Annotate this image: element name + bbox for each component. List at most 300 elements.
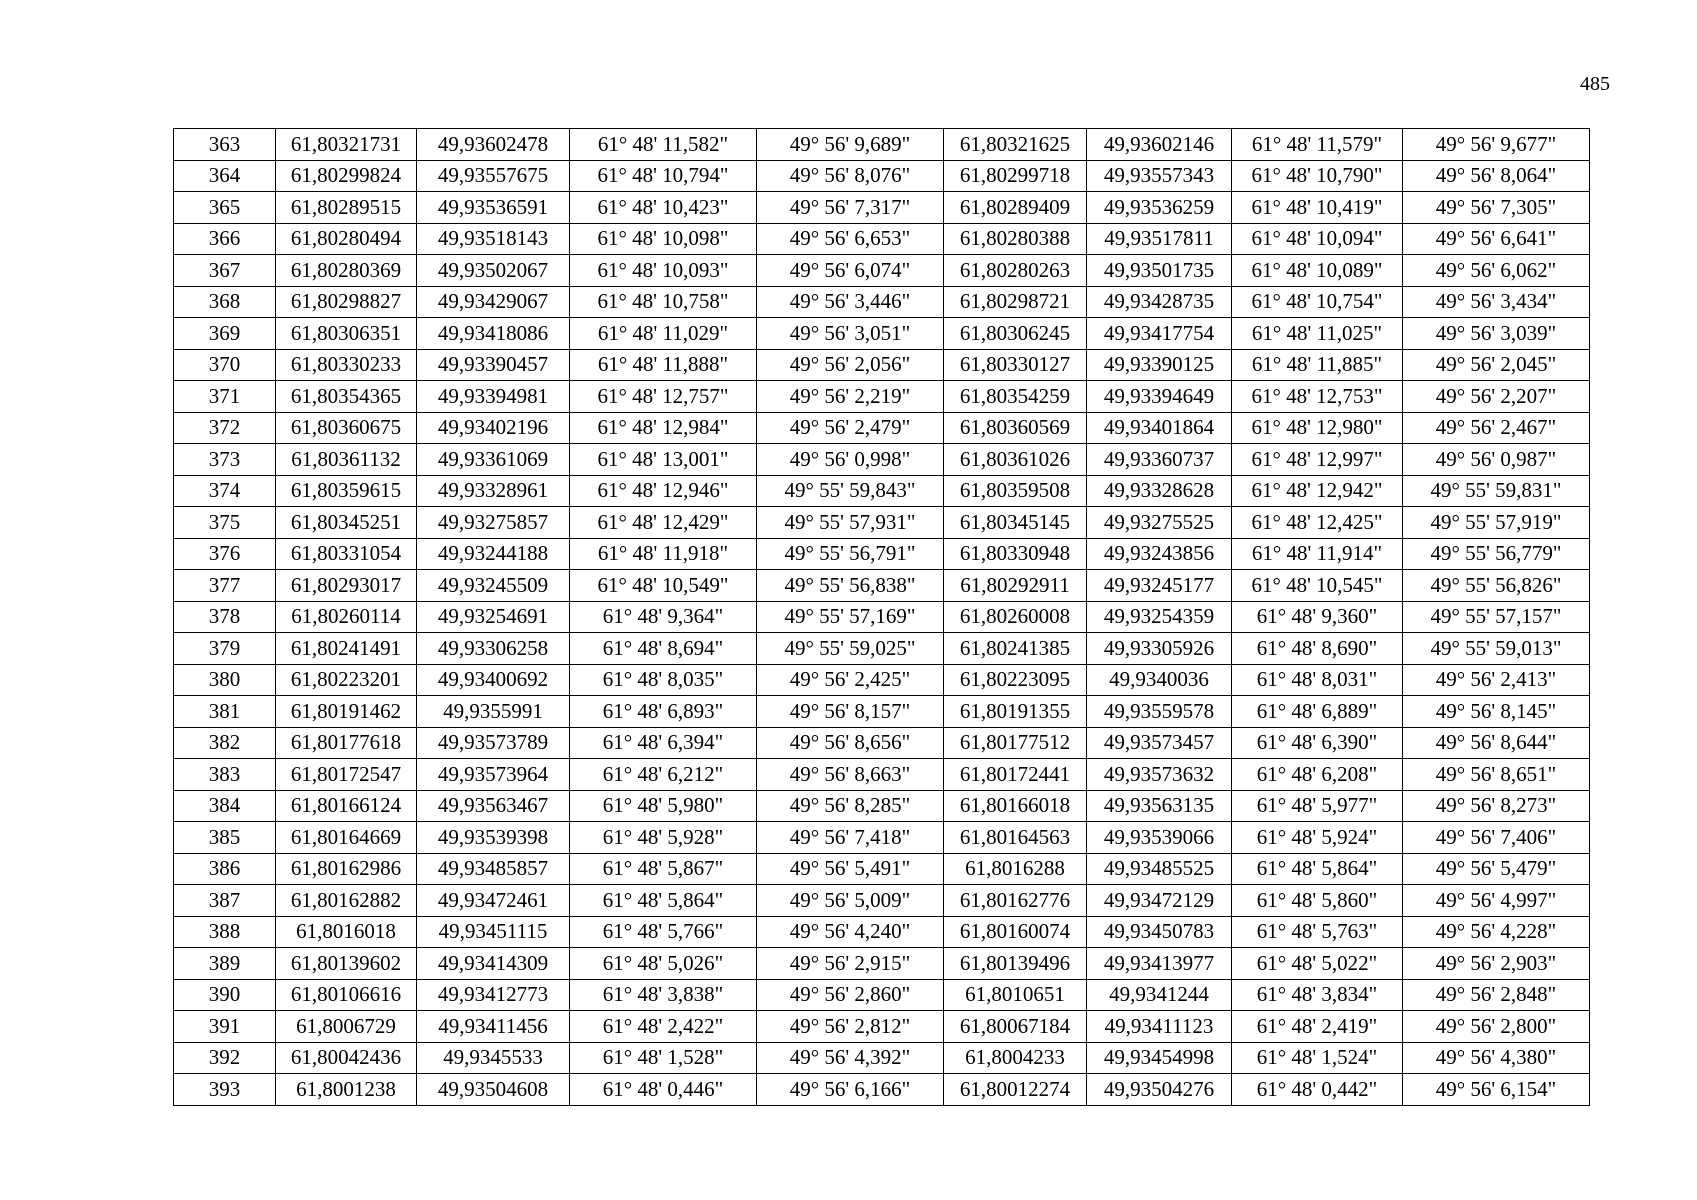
table-row (174, 885, 1590, 917)
longitude-decimal-2-cell: 49,93305926 (1087, 633, 1232, 665)
latitude-decimal-cell: 61,80331054 (276, 538, 417, 570)
longitude-decimal-cell: 49,93573964 (417, 759, 570, 791)
latitude-dms-cell: 61° 48' 13,001" (570, 444, 757, 476)
latitude-decimal-cell: 61,80280494 (276, 223, 417, 255)
latitude-decimal-cell: 61,80321731 (276, 129, 417, 161)
table-row (174, 1042, 1590, 1074)
latitude-dms-2-cell: 61° 48' 5,022" (1232, 948, 1403, 980)
latitude-decimal-cell: 61,80162986 (276, 853, 417, 885)
longitude-dms-2-cell: 49° 56' 2,903" (1403, 948, 1590, 980)
longitude-dms-2-cell: 49° 56' 2,413" (1403, 664, 1590, 696)
latitude-dms-2-cell: 61° 48' 10,089" (1232, 255, 1403, 287)
longitude-dms-cell: 49° 56' 8,157" (757, 696, 944, 728)
longitude-dms-cell: 49° 56' 2,915" (757, 948, 944, 980)
longitude-dms-2-cell: 49° 56' 8,064" (1403, 160, 1590, 192)
latitude-decimal-cell: 61,8006729 (276, 1011, 417, 1043)
longitude-dms-cell: 49° 56' 0,998" (757, 444, 944, 476)
latitude-decimal-cell: 61,80042436 (276, 1042, 417, 1074)
latitude-decimal-2-cell: 61,80172441 (944, 759, 1087, 791)
latitude-decimal-cell: 61,80162882 (276, 885, 417, 917)
longitude-decimal-2-cell: 49,93557343 (1087, 160, 1232, 192)
longitude-dms-cell: 49° 56' 6,166" (757, 1074, 944, 1106)
longitude-dms-2-cell: 49° 55' 59,013" (1403, 633, 1590, 665)
table-row (174, 759, 1590, 791)
longitude-dms-cell: 49° 56' 5,009" (757, 885, 944, 917)
latitude-dms-cell: 61° 48' 9,364" (570, 601, 757, 633)
longitude-dms-2-cell: 49° 56' 8,145" (1403, 696, 1590, 728)
longitude-decimal-2-cell: 49,93539066 (1087, 822, 1232, 854)
latitude-dms-cell: 61° 48' 5,980" (570, 790, 757, 822)
latitude-decimal-2-cell: 61,80360569 (944, 412, 1087, 444)
latitude-decimal-cell: 61,80298827 (276, 286, 417, 318)
longitude-decimal-cell: 49,9355991 (417, 696, 570, 728)
point-number-cell: 371 (174, 381, 276, 413)
longitude-dms-2-cell: 49° 56' 2,467" (1403, 412, 1590, 444)
latitude-dms-2-cell: 61° 48' 12,425" (1232, 507, 1403, 539)
point-number-cell: 381 (174, 696, 276, 728)
longitude-dms-2-cell: 49° 56' 8,651" (1403, 759, 1590, 791)
longitude-decimal-2-cell: 49,93450783 (1087, 916, 1232, 948)
latitude-dms-2-cell: 61° 48' 5,864" (1232, 853, 1403, 885)
latitude-dms-cell: 61° 48' 5,766" (570, 916, 757, 948)
latitude-decimal-cell: 61,8016018 (276, 916, 417, 948)
latitude-dms-2-cell: 61° 48' 5,924" (1232, 822, 1403, 854)
latitude-dms-cell: 61° 48' 8,035" (570, 664, 757, 696)
point-number-cell: 368 (174, 286, 276, 318)
longitude-dms-cell: 49° 56' 6,074" (757, 255, 944, 287)
longitude-dms-2-cell: 49° 55' 56,826" (1403, 570, 1590, 602)
latitude-dms-2-cell: 61° 48' 12,753" (1232, 381, 1403, 413)
table-row (174, 1074, 1590, 1106)
longitude-decimal-cell: 49,93557675 (417, 160, 570, 192)
longitude-dms-cell: 49° 55' 57,169" (757, 601, 944, 633)
latitude-dms-2-cell: 61° 48' 10,094" (1232, 223, 1403, 255)
latitude-dms-cell: 61° 48' 5,026" (570, 948, 757, 980)
latitude-dms-2-cell: 61° 48' 10,545" (1232, 570, 1403, 602)
latitude-decimal-2-cell: 61,8010651 (944, 979, 1087, 1011)
latitude-decimal-2-cell: 61,80191355 (944, 696, 1087, 728)
longitude-decimal-2-cell: 49,93413977 (1087, 948, 1232, 980)
longitude-decimal-2-cell: 49,93243856 (1087, 538, 1232, 570)
table-row (174, 286, 1590, 318)
latitude-dms-2-cell: 61° 48' 9,360" (1232, 601, 1403, 633)
table-row (174, 129, 1590, 161)
longitude-dms-cell: 49° 55' 56,791" (757, 538, 944, 570)
longitude-dms-2-cell: 49° 56' 7,406" (1403, 822, 1590, 854)
latitude-dms-2-cell: 61° 48' 11,885" (1232, 349, 1403, 381)
latitude-dms-2-cell: 61° 48' 11,025" (1232, 318, 1403, 350)
point-number-cell: 363 (174, 129, 276, 161)
longitude-decimal-2-cell: 49,93417754 (1087, 318, 1232, 350)
point-number-cell: 389 (174, 948, 276, 980)
latitude-dms-cell: 61° 48' 6,893" (570, 696, 757, 728)
table-row (174, 475, 1590, 507)
latitude-dms-2-cell: 61° 48' 1,524" (1232, 1042, 1403, 1074)
longitude-decimal-2-cell: 49,93536259 (1087, 192, 1232, 224)
longitude-decimal-cell: 49,93414309 (417, 948, 570, 980)
table-row (174, 318, 1590, 350)
latitude-dms-cell: 61° 48' 0,446" (570, 1074, 757, 1106)
longitude-decimal-2-cell: 49,93517811 (1087, 223, 1232, 255)
latitude-decimal-2-cell: 61,80321625 (944, 129, 1087, 161)
latitude-decimal-cell: 61,80360675 (276, 412, 417, 444)
point-number-cell: 375 (174, 507, 276, 539)
latitude-dms-2-cell: 61° 48' 2,419" (1232, 1011, 1403, 1043)
longitude-dms-2-cell: 49° 56' 8,273" (1403, 790, 1590, 822)
longitude-decimal-cell: 49,93254691 (417, 601, 570, 633)
latitude-decimal-cell: 61,80306351 (276, 318, 417, 350)
longitude-dms-cell: 49° 56' 2,056" (757, 349, 944, 381)
longitude-dms-cell: 49° 56' 8,285" (757, 790, 944, 822)
table-row (174, 349, 1590, 381)
point-number-cell: 388 (174, 916, 276, 948)
longitude-dms-2-cell: 49° 56' 8,644" (1403, 727, 1590, 759)
table-row (174, 412, 1590, 444)
table-row (174, 507, 1590, 539)
latitude-decimal-2-cell: 61,80361026 (944, 444, 1087, 476)
longitude-dms-cell: 49° 56' 9,689" (757, 129, 944, 161)
latitude-dms-2-cell: 61° 48' 6,390" (1232, 727, 1403, 759)
latitude-dms-2-cell: 61° 48' 12,997" (1232, 444, 1403, 476)
latitude-dms-cell: 61° 48' 12,984" (570, 412, 757, 444)
latitude-decimal-2-cell: 61,80299718 (944, 160, 1087, 192)
latitude-decimal-2-cell: 61,80289409 (944, 192, 1087, 224)
longitude-decimal-2-cell: 49,93394649 (1087, 381, 1232, 413)
longitude-decimal-2-cell: 49,93328628 (1087, 475, 1232, 507)
latitude-dms-2-cell: 61° 48' 3,834" (1232, 979, 1403, 1011)
point-number-cell: 391 (174, 1011, 276, 1043)
point-number-cell: 364 (174, 160, 276, 192)
point-number-cell: 383 (174, 759, 276, 791)
longitude-decimal-cell: 49,93418086 (417, 318, 570, 350)
latitude-dms-2-cell: 61° 48' 6,208" (1232, 759, 1403, 791)
latitude-dms-cell: 61° 48' 12,757" (570, 381, 757, 413)
latitude-decimal-cell: 61,80106616 (276, 979, 417, 1011)
table-row (174, 601, 1590, 633)
latitude-dms-cell: 61° 48' 6,212" (570, 759, 757, 791)
coordinates-table (173, 128, 1590, 1106)
longitude-decimal-cell: 49,93390457 (417, 349, 570, 381)
table-row (174, 381, 1590, 413)
longitude-decimal-cell: 49,93602478 (417, 129, 570, 161)
longitude-decimal-cell: 49,93306258 (417, 633, 570, 665)
longitude-dms-cell: 49° 56' 4,392" (757, 1042, 944, 1074)
longitude-decimal-cell: 49,93573789 (417, 727, 570, 759)
latitude-dms-2-cell: 61° 48' 8,690" (1232, 633, 1403, 665)
latitude-decimal-cell: 61,80191462 (276, 696, 417, 728)
longitude-dms-2-cell: 49° 56' 4,380" (1403, 1042, 1590, 1074)
latitude-decimal-2-cell: 61,80241385 (944, 633, 1087, 665)
latitude-decimal-cell: 61,80223201 (276, 664, 417, 696)
latitude-decimal-2-cell: 61,80223095 (944, 664, 1087, 696)
point-number-cell: 377 (174, 570, 276, 602)
latitude-dms-2-cell: 61° 48' 12,942" (1232, 475, 1403, 507)
latitude-dms-cell: 61° 48' 10,549" (570, 570, 757, 602)
latitude-dms-2-cell: 61° 48' 11,579" (1232, 129, 1403, 161)
longitude-dms-cell: 49° 55' 59,025" (757, 633, 944, 665)
latitude-dms-2-cell: 61° 48' 6,889" (1232, 696, 1403, 728)
longitude-decimal-2-cell: 49,93245177 (1087, 570, 1232, 602)
longitude-decimal-cell: 49,93429067 (417, 286, 570, 318)
longitude-decimal-cell: 49,93502067 (417, 255, 570, 287)
latitude-decimal-cell: 61,80139602 (276, 948, 417, 980)
point-number-cell: 372 (174, 412, 276, 444)
longitude-decimal-cell: 49,93518143 (417, 223, 570, 255)
latitude-decimal-2-cell: 61,80067184 (944, 1011, 1087, 1043)
longitude-decimal-2-cell: 49,93573632 (1087, 759, 1232, 791)
latitude-dms-cell: 61° 48' 10,093" (570, 255, 757, 287)
latitude-dms-2-cell: 61° 48' 10,790" (1232, 160, 1403, 192)
latitude-decimal-cell: 61,80172547 (276, 759, 417, 791)
longitude-dms-2-cell: 49° 56' 6,154" (1403, 1074, 1590, 1106)
point-number-cell: 392 (174, 1042, 276, 1074)
latitude-dms-cell: 61° 48' 10,758" (570, 286, 757, 318)
point-number-cell: 366 (174, 223, 276, 255)
table-row (174, 160, 1590, 192)
longitude-dms-2-cell: 49° 56' 4,228" (1403, 916, 1590, 948)
point-number-cell: 376 (174, 538, 276, 570)
table-row (174, 633, 1590, 665)
latitude-dms-cell: 61° 48' 10,098" (570, 223, 757, 255)
longitude-dms-cell: 49° 56' 8,663" (757, 759, 944, 791)
latitude-dms-2-cell: 61° 48' 0,442" (1232, 1074, 1403, 1106)
table-row (174, 696, 1590, 728)
longitude-decimal-cell: 49,93245509 (417, 570, 570, 602)
longitude-dms-cell: 49° 56' 2,860" (757, 979, 944, 1011)
longitude-dms-cell: 49° 55' 57,931" (757, 507, 944, 539)
latitude-decimal-2-cell: 61,80164563 (944, 822, 1087, 854)
longitude-dms-2-cell: 49° 56' 0,987" (1403, 444, 1590, 476)
table-row (174, 255, 1590, 287)
longitude-decimal-cell: 49,93328961 (417, 475, 570, 507)
latitude-decimal-2-cell: 61,80177512 (944, 727, 1087, 759)
latitude-decimal-cell: 61,8001238 (276, 1074, 417, 1106)
latitude-dms-2-cell: 61° 48' 5,860" (1232, 885, 1403, 917)
longitude-dms-2-cell: 49° 56' 2,848" (1403, 979, 1590, 1011)
longitude-decimal-2-cell: 49,93472129 (1087, 885, 1232, 917)
latitude-decimal-cell: 61,80330233 (276, 349, 417, 381)
latitude-decimal-2-cell: 61,8016288 (944, 853, 1087, 885)
longitude-dms-cell: 49° 56' 2,812" (757, 1011, 944, 1043)
longitude-dms-cell: 49° 56' 2,479" (757, 412, 944, 444)
latitude-dms-cell: 61° 48' 5,928" (570, 822, 757, 854)
point-number-cell: 382 (174, 727, 276, 759)
table-row (174, 727, 1590, 759)
latitude-decimal-cell: 61,80164669 (276, 822, 417, 854)
longitude-dms-cell: 49° 55' 59,843" (757, 475, 944, 507)
latitude-dms-cell: 61° 48' 10,423" (570, 192, 757, 224)
table-row (174, 853, 1590, 885)
longitude-decimal-cell: 49,93472461 (417, 885, 570, 917)
latitude-decimal-2-cell: 61,80354259 (944, 381, 1087, 413)
point-number-cell: 393 (174, 1074, 276, 1106)
longitude-dms-2-cell: 49° 56' 7,305" (1403, 192, 1590, 224)
point-number-cell: 379 (174, 633, 276, 665)
longitude-decimal-2-cell: 49,93559578 (1087, 696, 1232, 728)
latitude-dms-cell: 61° 48' 11,029" (570, 318, 757, 350)
latitude-dms-cell: 61° 48' 5,867" (570, 853, 757, 885)
longitude-dms-2-cell: 49° 55' 56,779" (1403, 538, 1590, 570)
longitude-decimal-2-cell: 49,93411123 (1087, 1011, 1232, 1043)
point-number-cell: 390 (174, 979, 276, 1011)
table-row (174, 790, 1590, 822)
point-number-cell: 380 (174, 664, 276, 696)
longitude-dms-cell: 49° 56' 5,491" (757, 853, 944, 885)
longitude-decimal-cell: 49,93563467 (417, 790, 570, 822)
longitude-dms-2-cell: 49° 56' 5,479" (1403, 853, 1590, 885)
longitude-decimal-2-cell: 49,93390125 (1087, 349, 1232, 381)
longitude-dms-2-cell: 49° 55' 59,831" (1403, 475, 1590, 507)
latitude-dms-cell: 61° 48' 8,694" (570, 633, 757, 665)
longitude-dms-2-cell: 49° 56' 2,207" (1403, 381, 1590, 413)
table-row (174, 223, 1590, 255)
latitude-dms-cell: 61° 48' 3,838" (570, 979, 757, 1011)
latitude-decimal-2-cell: 61,80359508 (944, 475, 1087, 507)
latitude-decimal-cell: 61,80293017 (276, 570, 417, 602)
longitude-dms-2-cell: 49° 56' 3,039" (1403, 318, 1590, 350)
longitude-dms-cell: 49° 56' 3,051" (757, 318, 944, 350)
latitude-dms-cell: 61° 48' 5,864" (570, 885, 757, 917)
latitude-dms-cell: 61° 48' 1,528" (570, 1042, 757, 1074)
longitude-decimal-cell: 49,93536591 (417, 192, 570, 224)
latitude-dms-2-cell: 61° 48' 12,980" (1232, 412, 1403, 444)
latitude-dms-2-cell: 61° 48' 5,763" (1232, 916, 1403, 948)
latitude-decimal-cell: 61,80241491 (276, 633, 417, 665)
latitude-decimal-cell: 61,80299824 (276, 160, 417, 192)
latitude-decimal-cell: 61,80177618 (276, 727, 417, 759)
latitude-decimal-2-cell: 61,80260008 (944, 601, 1087, 633)
longitude-dms-cell: 49° 56' 4,240" (757, 916, 944, 948)
latitude-decimal-cell: 61,80361132 (276, 444, 417, 476)
latitude-decimal-cell: 61,80260114 (276, 601, 417, 633)
longitude-decimal-2-cell: 49,93428735 (1087, 286, 1232, 318)
longitude-decimal-2-cell: 49,93401864 (1087, 412, 1232, 444)
point-number-cell: 378 (174, 601, 276, 633)
longitude-dms-cell: 49° 56' 7,418" (757, 822, 944, 854)
latitude-dms-cell: 61° 48' 2,422" (570, 1011, 757, 1043)
longitude-dms-cell: 49° 56' 3,446" (757, 286, 944, 318)
latitude-decimal-cell: 61,80280369 (276, 255, 417, 287)
longitude-decimal-cell: 49,93275857 (417, 507, 570, 539)
longitude-decimal-cell: 49,93504608 (417, 1074, 570, 1106)
point-number-cell: 373 (174, 444, 276, 476)
latitude-decimal-cell: 61,80345251 (276, 507, 417, 539)
longitude-decimal-2-cell: 49,93454998 (1087, 1042, 1232, 1074)
longitude-dms-cell: 49° 56' 8,656" (757, 727, 944, 759)
latitude-decimal-2-cell: 61,80330127 (944, 349, 1087, 381)
longitude-decimal-cell: 49,93394981 (417, 381, 570, 413)
table-row (174, 444, 1590, 476)
table-row (174, 822, 1590, 854)
latitude-decimal-2-cell: 61,80162776 (944, 885, 1087, 917)
longitude-decimal-2-cell: 49,9341244 (1087, 979, 1232, 1011)
latitude-decimal-2-cell: 61,80298721 (944, 286, 1087, 318)
table-row (174, 664, 1590, 696)
table-row (174, 1011, 1590, 1043)
longitude-decimal-cell: 49,93451115 (417, 916, 570, 948)
longitude-decimal-cell: 49,93411456 (417, 1011, 570, 1043)
point-number-cell: 387 (174, 885, 276, 917)
longitude-dms-2-cell: 49° 56' 3,434" (1403, 286, 1590, 318)
latitude-dms-cell: 61° 48' 11,888" (570, 349, 757, 381)
latitude-dms-2-cell: 61° 48' 5,977" (1232, 790, 1403, 822)
latitude-decimal-2-cell: 61,80160074 (944, 916, 1087, 948)
longitude-dms-2-cell: 49° 56' 4,997" (1403, 885, 1590, 917)
latitude-dms-cell: 61° 48' 12,946" (570, 475, 757, 507)
longitude-dms-2-cell: 49° 56' 6,062" (1403, 255, 1590, 287)
longitude-decimal-2-cell: 49,93501735 (1087, 255, 1232, 287)
longitude-decimal-cell: 49,93402196 (417, 412, 570, 444)
longitude-decimal-cell: 49,93400692 (417, 664, 570, 696)
point-number-cell: 374 (174, 475, 276, 507)
longitude-decimal-cell: 49,93539398 (417, 822, 570, 854)
latitude-dms-cell: 61° 48' 11,918" (570, 538, 757, 570)
longitude-dms-2-cell: 49° 56' 9,677" (1403, 129, 1590, 161)
latitude-dms-2-cell: 61° 48' 8,031" (1232, 664, 1403, 696)
longitude-decimal-2-cell: 49,93504276 (1087, 1074, 1232, 1106)
longitude-decimal-2-cell: 49,93254359 (1087, 601, 1232, 633)
longitude-decimal-2-cell: 49,93573457 (1087, 727, 1232, 759)
latitude-dms-cell: 61° 48' 6,394" (570, 727, 757, 759)
longitude-dms-cell: 49° 55' 56,838" (757, 570, 944, 602)
longitude-dms-cell: 49° 56' 6,653" (757, 223, 944, 255)
longitude-decimal-2-cell: 49,93602146 (1087, 129, 1232, 161)
latitude-decimal-2-cell: 61,80345145 (944, 507, 1087, 539)
point-number-cell: 369 (174, 318, 276, 350)
longitude-dms-2-cell: 49° 55' 57,157" (1403, 601, 1590, 633)
latitude-decimal-2-cell: 61,80280388 (944, 223, 1087, 255)
table-row (174, 979, 1590, 1011)
table-row (174, 192, 1590, 224)
latitude-decimal-2-cell: 61,80280263 (944, 255, 1087, 287)
longitude-dms-cell: 49° 56' 7,317" (757, 192, 944, 224)
longitude-decimal-cell: 49,93485857 (417, 853, 570, 885)
latitude-dms-2-cell: 61° 48' 10,754" (1232, 286, 1403, 318)
longitude-decimal-cell: 49,9345533 (417, 1042, 570, 1074)
point-number-cell: 384 (174, 790, 276, 822)
longitude-decimal-cell: 49,93244188 (417, 538, 570, 570)
latitude-decimal-2-cell: 61,80292911 (944, 570, 1087, 602)
latitude-decimal-2-cell: 61,80012274 (944, 1074, 1087, 1106)
page-number: 485 (1580, 73, 1610, 95)
latitude-decimal-2-cell: 61,80306245 (944, 318, 1087, 350)
latitude-decimal-cell: 61,80289515 (276, 192, 417, 224)
longitude-dms-cell: 49° 56' 2,425" (757, 664, 944, 696)
table-row (174, 570, 1590, 602)
latitude-decimal-2-cell: 61,80139496 (944, 948, 1087, 980)
longitude-dms-2-cell: 49° 56' 6,641" (1403, 223, 1590, 255)
latitude-dms-cell: 61° 48' 11,582" (570, 129, 757, 161)
longitude-dms-cell: 49° 56' 8,076" (757, 160, 944, 192)
longitude-decimal-cell: 49,93412773 (417, 979, 570, 1011)
latitude-decimal-cell: 61,80354365 (276, 381, 417, 413)
point-number-cell: 385 (174, 822, 276, 854)
table-row (174, 916, 1590, 948)
table-row (174, 948, 1590, 980)
longitude-decimal-cell: 49,93361069 (417, 444, 570, 476)
point-number-cell: 370 (174, 349, 276, 381)
latitude-dms-2-cell: 61° 48' 10,419" (1232, 192, 1403, 224)
table-body (174, 129, 1590, 1106)
point-number-cell: 386 (174, 853, 276, 885)
longitude-dms-2-cell: 49° 56' 2,800" (1403, 1011, 1590, 1043)
latitude-decimal-cell: 61,80166124 (276, 790, 417, 822)
longitude-decimal-2-cell: 49,9340036 (1087, 664, 1232, 696)
point-number-cell: 367 (174, 255, 276, 287)
longitude-decimal-2-cell: 49,93360737 (1087, 444, 1232, 476)
latitude-decimal-2-cell: 61,80166018 (944, 790, 1087, 822)
latitude-dms-2-cell: 61° 48' 11,914" (1232, 538, 1403, 570)
